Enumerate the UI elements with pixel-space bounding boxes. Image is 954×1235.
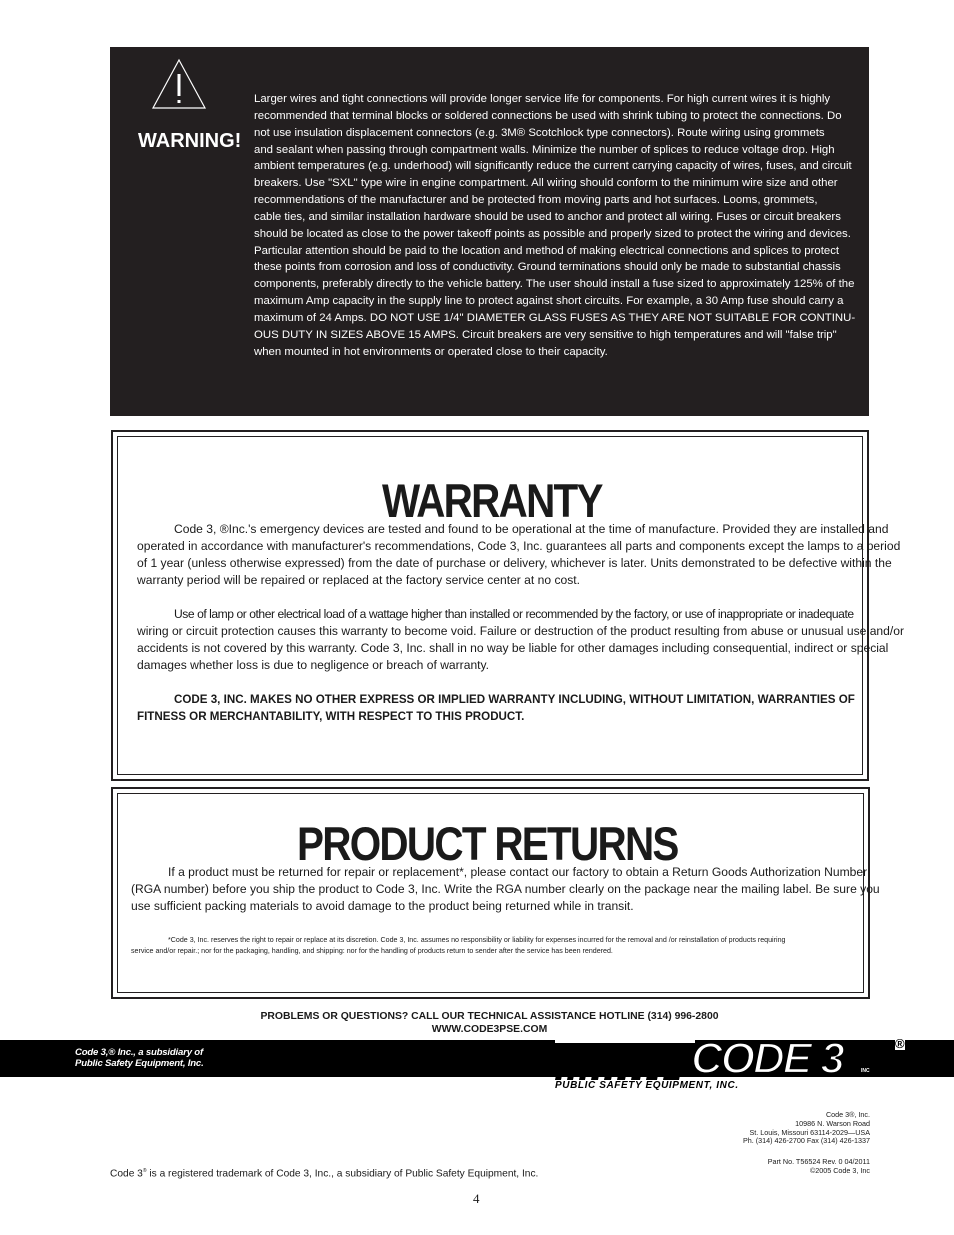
code3-logo [555,1035,915,1095]
band-line: Public Safety Equipment, Inc. [75,1058,204,1069]
hotline-text: PROBLEMS OR QUESTIONS? CALL OUR TECHNICAL ASSISTANCE HOTLINE (314) 996-2800 [260,1011,719,1022]
text-line: accidents is not covered by this warranty. Code 3, Inc. shall in no way be liable for other damages including consequential, indirect or special [137,641,889,655]
trademark-reg: ® [142,1168,147,1174]
address-line: 10986 N. Warson Road [795,1118,870,1128]
warning-line: Particular attention should be paid to the location and method of making electrical connections and splices to protect [254,244,840,257]
warning-line: cable ties, and similar installation hardware should be used to anchor and protect all wiring. Fuses or circuit breakers [254,210,841,223]
copyright: ©2005 Code 3, Inc [809,1165,870,1175]
warning-text [254,91,866,361]
warning-line: ambient temperatures (e.g. underhood) will significantly reduce the current carrying capacity of wires, fuses, and circuit [254,160,852,173]
text-line: use sufficient packing materials to avoid damage to the product being returned while in transit. [131,899,634,913]
warning-line: components, preferably directly to the vehicle battery. The user should install a fuse sized to approximately 125% of the [254,278,855,291]
text-line: Code 3, ®Inc.'s emergency devices are tested and found to be operational at the time of manufacture. Provided they are installed and [174,522,889,536]
warning-line: breakers. Use "SXL" type wire in engine compartment. All wiring should conform to the minimum wire size and other [254,177,838,190]
logo-wordmark: CODE 3 [691,1034,843,1083]
page-number: 4 [473,1191,480,1206]
warning-line: Larger wires and tight connections will provide longer service life for components. For high current wires it is highly [254,93,831,105]
logo-tagline: PUBLIC SAFETY EQUIPMENT, INC. [555,1080,739,1091]
address-line: St. Louis, Missouri 63114-2029—USA [749,1127,870,1137]
speed-stripes-icon [555,1040,695,1080]
text-line: Use of lamp or other electrical load of a wattage higher than installed or recommended by the factory, or use of inappropriate or inadequate [174,607,854,621]
address-line: Ph. (314) 426-2700 Fax (314) 426-1337 [742,1136,870,1146]
warning-line: these points from corrosion and loss of conductivity. Ground terminations should only be made to substantial chassis [254,261,841,274]
address-line: Code 3®, Inc. [825,1110,870,1119]
text-line: damages whether loss is due to negligence or breach of warranty. [137,658,490,672]
returns-footnote [131,935,853,956]
warranty-paragraph-1 [137,521,901,589]
warranty-title: WARRANTY [382,474,602,527]
trademark-rest: is a registered trademark of Code 3, Inc., a subsidiary of Public Safety Equipment, Inc. [146,1168,539,1180]
logo-inc: INC [861,1068,870,1074]
trademark-prefix: Code 3 [110,1168,143,1180]
text-line: operated in accordance with manufacturer's recommendations, Code 3, Inc. guarantees all parts and components except the lamps to a period [137,539,901,553]
returns-text [131,864,880,915]
part-number: Part No. T56524 Rev. 0 04/2011 [767,1157,870,1166]
warning-line: when mounted in hot environments or operated close to their capacity. [254,345,608,358]
text-line: warranty period will be repaired or replaced at the factory service center at no cost. [137,573,580,587]
company-address [743,1111,870,1146]
warning-label: WARNING! [138,130,242,152]
band-line: Code 3,® Inc., a subsidiary of [75,1047,203,1058]
warning-triangle-icon [150,57,208,111]
hotline [110,1010,869,1036]
warning-line: not use insulation displacement connectors (e.g. 3M® Scotchlock type connectors). Route wiring using grommets [254,126,825,139]
product-returns-title: PRODUCT RETURNS [297,817,678,870]
text-line: *Code 3, Inc. reserves the right to repair or replace at its discretion. Code 3, Inc. assumes no responsibility or liability for expenses incurred for the removal and /or reinstallation of products requiring [168,936,786,944]
warranty-text [137,521,904,742]
trademark-notice [110,1168,538,1179]
text-line: of 1 year (unless otherwise expressed) from the date of purchase or delivery, whichever is later. Units demonstrated to be defective within the [137,556,892,570]
logo-registered-mark: ® [895,1036,905,1051]
text-line: service and/or repair.; nor for the packaging, handling, and shipping: nor for the handling of products return to sender after the service has been rendered. [131,946,613,955]
warning-line: maximum of 24 Amps. DO NOT USE 1/4" DIAMETER GLASS FUSES AS THEY ARE NOT SUITABLE FOR CONTINU- [254,311,856,324]
warning-line: recommendations of the manufacturer and be protected from moving parts and hot surfaces. Looms, grommets, [254,194,818,207]
text-line: If a product must be returned for repair or replacement*, please contact our factory to obtain a Return Goods Authorization Number [168,865,868,879]
warning-line: OUS DUTY IN SIZES ABOVE 15 AMPS. Circuit breakers are very sensitive to high temperatures and will "false trip" [254,328,837,341]
band-text [75,1047,204,1069]
warranty-disclaimer [137,691,855,725]
text-line: (RGA number) before you ship the product to Code 3, Inc. Write the RGA number clearly on the package near the mailing label. Be sure you [131,882,880,896]
text-line: wiring or circuit protection causes this warranty to become void. Failure or destruction of the product resulting from abuse or unusual use and/or [137,624,904,638]
warranty-paragraph-2 [137,606,904,674]
warning-box [110,47,869,416]
warning-line: and sealant when passing through compartment walls. Minimize the number of splices to reduce voltage drop. High [254,143,835,156]
part-info [768,1158,870,1176]
warning-line: recommended that terminal blocks or soldered connections be used with shrink tubing to protect the connections. Do [254,109,842,122]
text-line: CODE 3, INC. MAKES NO OTHER EXPRESS OR IMPLIED WARRANTY INCLUDING, WITHOUT LIMITATION, WARRANTIES OF [174,693,855,706]
website-text: WWW.CODE3PSE.COM [431,1024,548,1035]
warning-line: should be located as close to the power takeoff points as possible and properly sized to protect the wiring and devices. [254,227,851,240]
warning-line: maximum Amp capacity in the supply line to protect against short circuits. For example, a 30 Amp fuse should carry a [254,295,844,308]
text-line: FITNESS OR MERCHANTABILITY, WITH RESPECT TO THIS PRODUCT. [137,710,525,723]
